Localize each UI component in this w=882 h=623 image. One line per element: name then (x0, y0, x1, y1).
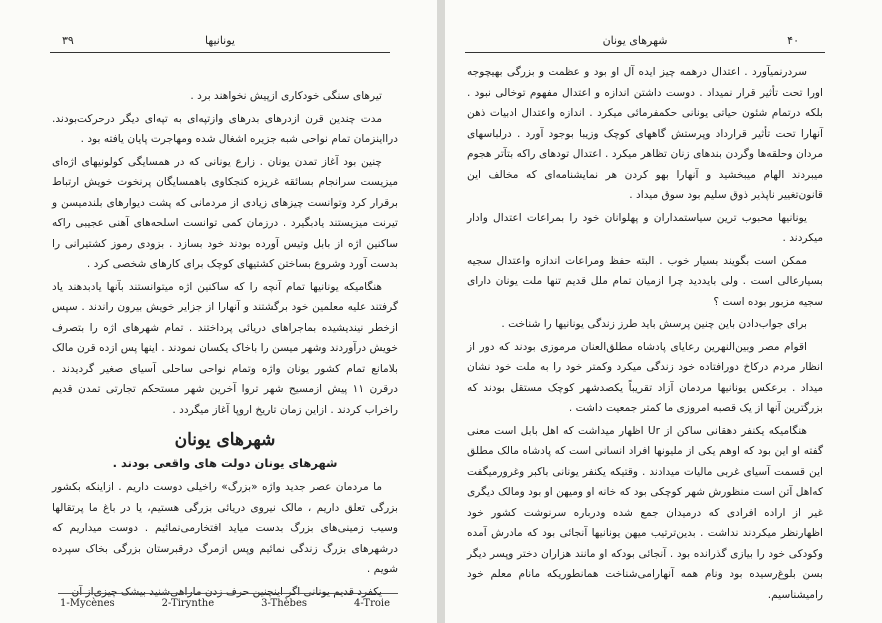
footnote-rule (58, 593, 398, 594)
header-rule (465, 52, 825, 53)
header-title: یونانیها (205, 34, 235, 47)
book-gutter (437, 0, 445, 623)
paragraph: هنگامیکه یکنفر دهقانی ساکن از Ur اظهار میداشت که اهل بابل است معنی گفته او این بود که اوهم یکی از ملیونها افراد انسانی است که پادشاه مالک مطلق این قسمت آسیای غربی مالیات میدادند . وقتیکه یکنفر یونانی باکبر وغرورمیگفت که‌اهل آتن است منظورش شهر کوچکی بود که خانه او ومیهن او بود ومالک دیگری غیر از اراده افرادی که درمیدان جمع شده ودرباره سرنوشت کشور خود اظهارنظر میکردند نداشت . بدین‌ترتیب میهن یونانیها آنجائی بود که مادرش آمده وکودکی خود را بیازی گذرانده بود . آنجائی بودکه او مانند هزاران دختر وپسر دیگر بسن بلوغ‌رسیده بود ونام همه آنهارامی‌شناخت همانطوریکه مانام معلم خود رامیشناسیم. (467, 424, 823, 601)
page-number: ۴۰ (787, 34, 799, 47)
section-title: شهرهای یونان (174, 430, 276, 450)
paragraph: مدت چندین قرن ازدرهای بدرهای وازتپه‌ای به تپه‌ای دیگر درحرکت‌بودند. درااینزمان تمام نواحی شبه جزیره اشغال شده ومهاجرت پایان یافته بود . (52, 112, 398, 145)
footnote: 3-Thèbes (261, 598, 308, 609)
paragraph: ممکن است بگویند بسیار خوب . البته حفظ ومراعات اندازه واعتدال سجیه بسیارعالی است . ولی بایددید چرا ازمیان تمام ملل قدیم تنها ملت یونان دارای سجیه مزبور بوده است ؟ (467, 254, 823, 308)
section-subtitle: شهرهای یونان دولت های واقعی بودند . (112, 455, 338, 470)
header-rule (50, 52, 390, 53)
paragraph: هنگامیکه یونانیها تمام آنچه را که ساکنین اژه میتوانستند بآنها یادبدهند یاد گرفتند علیه معلمین خود برگشتند و آنهارا از جزایر خویش بیرون راندند . سپس ازخطر نینديشیده بماجراهای دریائی پرداختند . تمام شهرهای اژه را بتصرف خویش درآوردند وشهر میسن را باخاک یکسان نمودند . اینها پس ازده قرن مالک بلامانع تمام کشور یونان واژه وتمام نواحی ساحلی آسیای صغیر گردیدند . درقرن ۱۱ پیش ازمسیح شهر تروا آخرین شهر مستحکم تجارتی تمدن قدیم راخراب کردند . ازاین زمان تاریخ اروپا آغاز میگردد . (52, 280, 399, 416)
footnotes (60, 598, 390, 609)
paragraph: برای جواب‌دادن باین چنین پرسش باید طرز زندگی یونانیها را شناخت . (501, 318, 807, 330)
left-body-text (52, 86, 398, 604)
paragraph: یونانیها محبوب ترین سیاستمداران و پهلوانان خود را بمراعات اعتدال وادار میکردند . (467, 211, 823, 244)
right-page (445, 0, 882, 623)
paragraph: سردرنمیآورد . اعتدال درهمه چیز ایده آل او بود و عظمت و بزرگی بهیچوجه اورا تحت تأثیر قرار نمیداد . دوست داشتن اندازه و اعتدال مفهوم توخالی نبود . بلکه درتمام شئون حیاتی یونانی حکمفرمائی میکرد . اندازه واعتدال ادبیات ذهن آنهارا تحت تأثیر قرارداد وپرستش گاههای کوچک وزیبا بوجود آورد . درلباسهای مردان وحلقه‌ها وگردن بندهای زنان تظاهر میکرد . اعتدال تودهای راکه بتآتر هجوم میبردند الهام میبخشید و آنهارا بهو کردن هر نمایشنامه‌ای که مخالف این قانون‌تغییر ناپذیر ذوق سلیم بود سوق میداد . (467, 66, 823, 201)
paragraph: اقوام مصر وبین‌النهرین رعایای پادشاه مطلق‌العنان مرموزی بودند که دور از انظار مردم درکاخ دورافتاده خود زندگی میکرد وکمتر خود را به ملت خود نشان میداد . برعکس یونانیها مردمان آزاد تقریباً یکصدشهر کوچک مستقل بودند که بزرگترین آنها از یک قصبه امروزی ما کمتر جمعیت داشت . (467, 340, 823, 414)
paragraph: ما مردمان عصر جدید واژه «بزرگ» راخیلی دوست داریم . ازاینکه بکشور بزرگی تعلق داریم ، مالک نیروی دریائی بزرگی هستیم، یا در باغ ما پرتقالها وسیب زمینی‌های بزرگ بدست میاید افتخارمی‌نمائیم . دوست میداریم که درشهرهای بزرگ زندگی نمائیم وپس ازمرگ درقبرستان بزرگی بخاک سپرده شویم . (52, 481, 398, 575)
footnote: 4-Troie (354, 598, 390, 609)
left-page (0, 0, 437, 623)
page-number: ۳۹ (62, 34, 74, 47)
header-title: شهرهای یونان (602, 34, 668, 47)
footnote: 2-Tirynthe (161, 598, 215, 609)
right-body-text (467, 62, 823, 607)
footnote: 1-Mycènes (60, 598, 115, 609)
paragraph: یکفرد قدیم یونانی اگر اینچنین حرف زدن ماراهی‌شنید بیشک چیزی‌از آن (71, 585, 382, 598)
paragraph: تیرهای سنگی خودکاری ازپیش نخواهند برد . (190, 90, 382, 102)
paragraph: چنین بود آغاز تمدن یونان . زارع یونانی که در همسایگی کولونیهای اژه‌ای میزیست سرانجام بسائقه غریزه کنجکاوی باهمسایگان پرنخوت خویش ارتباط برقرار کرد وتوانست چیزهای زیادی از مردمانی که پشت دیوارهای بلندمیسن و تیرنت میزیستند یادبگیرد . درزمان کمی توانست اسلحه‌های آهنی عجیبی راکه ساکنین اژه از بابل وتیس آورده بودند خود بسازد . بزودی رموز کشتیرانی را بدست آورد وشروع بساختن کشتیهای کوچک برای کارهای شخصی کرد . (52, 155, 398, 270)
